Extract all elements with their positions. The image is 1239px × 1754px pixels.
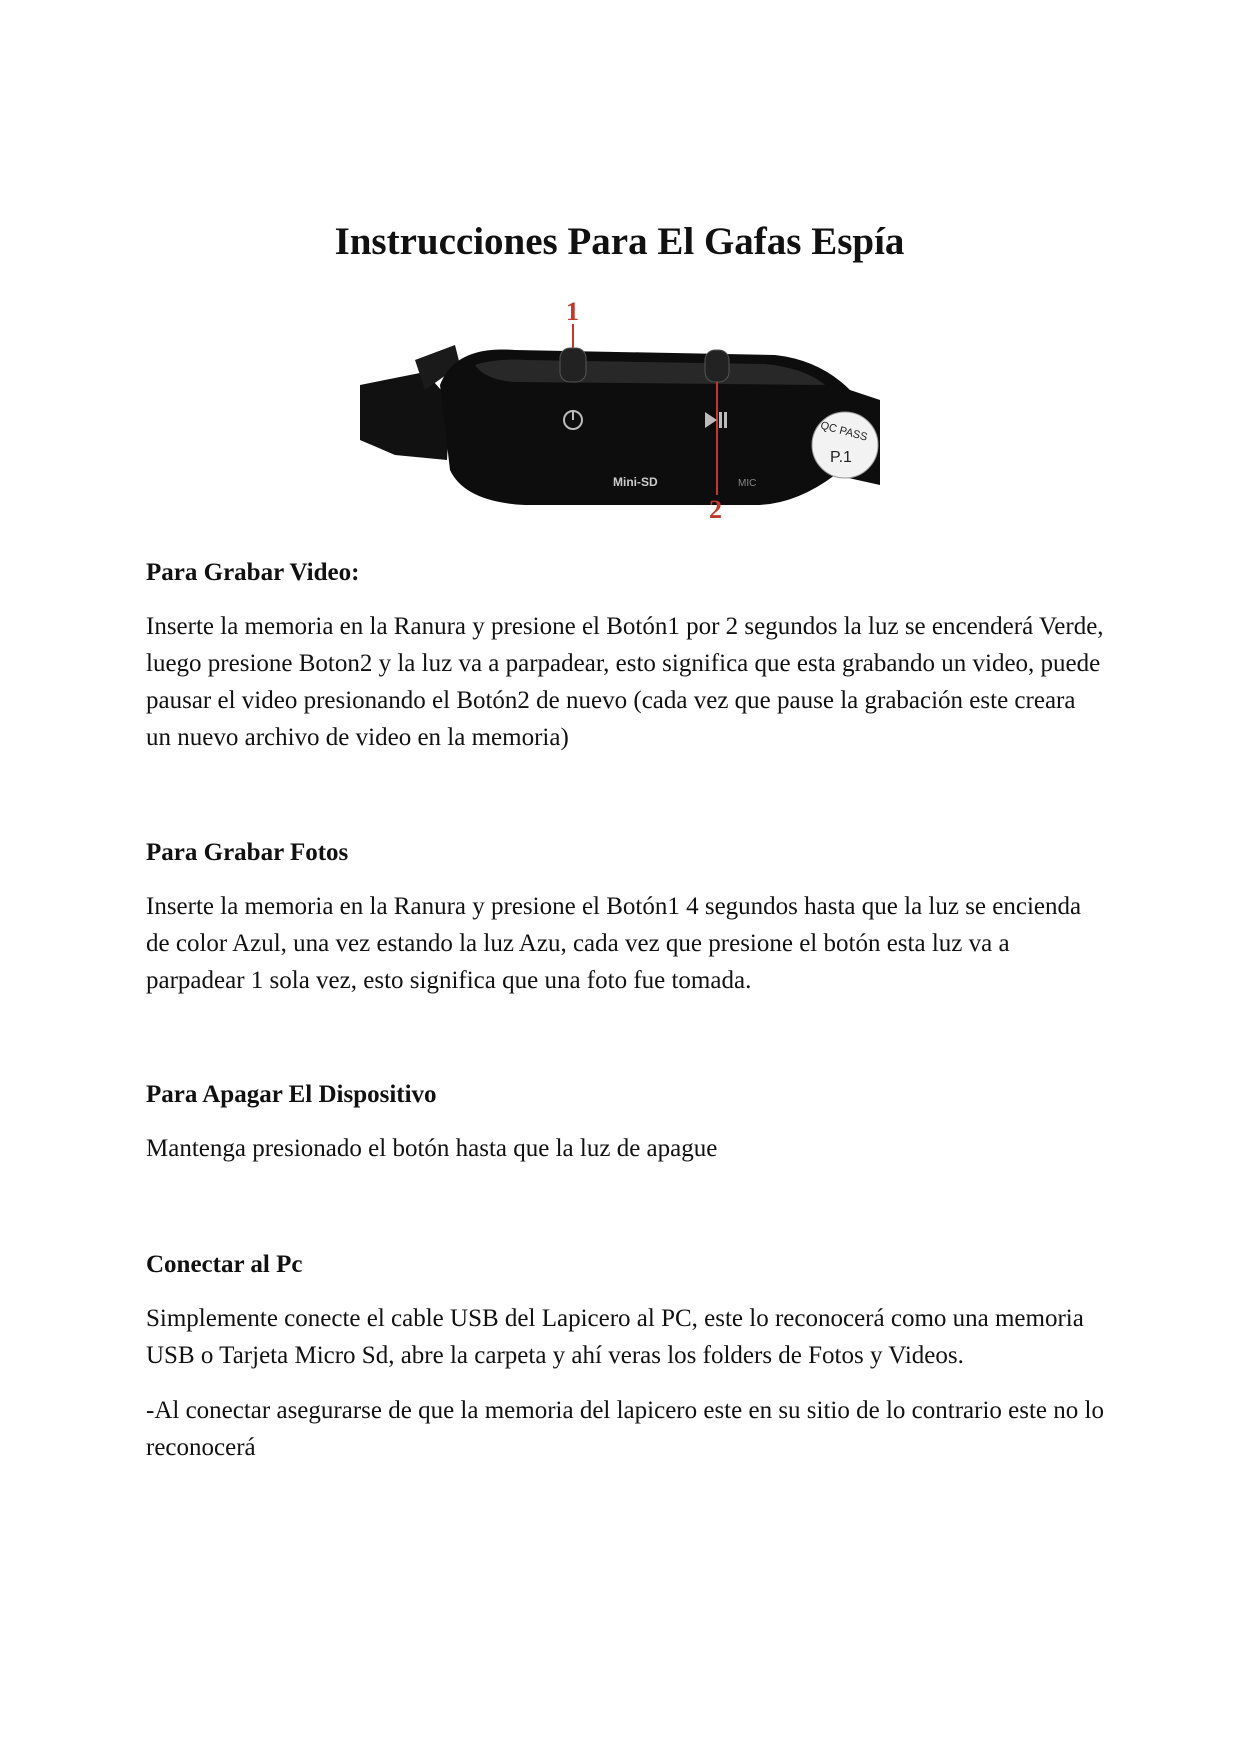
section-take-photos <box>146 838 1106 1017</box>
spy-glasses-illustration <box>355 290 900 530</box>
section-power-off <box>146 1080 1106 1185</box>
callout-1-label: 1 <box>566 297 579 326</box>
section-record-video <box>146 558 1106 774</box>
section-paragraph: -Al conectar asegurarse de que la memoria del lapicero este en su sitio de lo contrario este no lo reconocerá <box>146 1397 1104 1461</box>
qc-pass-sticker <box>812 412 878 478</box>
section-heading: Para Grabar Video: <box>146 559 360 586</box>
callout-2-label: 2 <box>709 495 722 524</box>
button-2-shape <box>705 350 729 382</box>
spy-glasses-figure <box>355 290 900 530</box>
section-paragraph: Mantenga presionado el botón hasta que la luz de apague <box>146 1135 718 1162</box>
section-paragraph: Inserte la memoria en la Ranura y presione el Botón1 por 2 segundos la luz se encenderá Verde, luego presione Boton2 y la luz va a parpadear, esto significa que esta grabando un video, puede pausar el video presionando el Botón2 de nuevo (cada vez que pause la grabación este creara un nuevo archivo de video en la memoria) <box>146 613 1104 751</box>
section-heading: Conectar al Pc <box>146 1251 303 1278</box>
section-heading: Para Grabar Fotos <box>146 839 349 866</box>
button-1-shape <box>560 348 586 382</box>
section-paragraph: Inserte la memoria en la Ranura y presione el Botón1 4 segundos hasta que la luz se encienda de color Azul, una vez estando la luz Azu, cada vez que presione el botón esta luz va a parpadear 1 sola vez, esto significa que una foto fue tomada. <box>146 893 1082 994</box>
svg-text:QC PASS: QC PASS <box>819 419 869 444</box>
section-heading: Para Apagar El Dispositivo <box>146 1081 437 1108</box>
svg-text:P.1: P.1 <box>830 449 852 466</box>
page-title: Instrucciones Para El Gafas Espía <box>334 220 905 263</box>
section-connect-pc <box>146 1250 1106 1484</box>
section-paragraph: Simplemente conecte el cable USB del Lapicero al PC, este lo reconocerá como una memoria USB o Tarjeta Micro Sd, abre la carpeta y ahí veras los folders de Fotos y Videos. <box>146 1305 1084 1369</box>
mic-label: MIC <box>738 478 757 489</box>
mini-sd-label: Mini-SD <box>613 475 658 489</box>
